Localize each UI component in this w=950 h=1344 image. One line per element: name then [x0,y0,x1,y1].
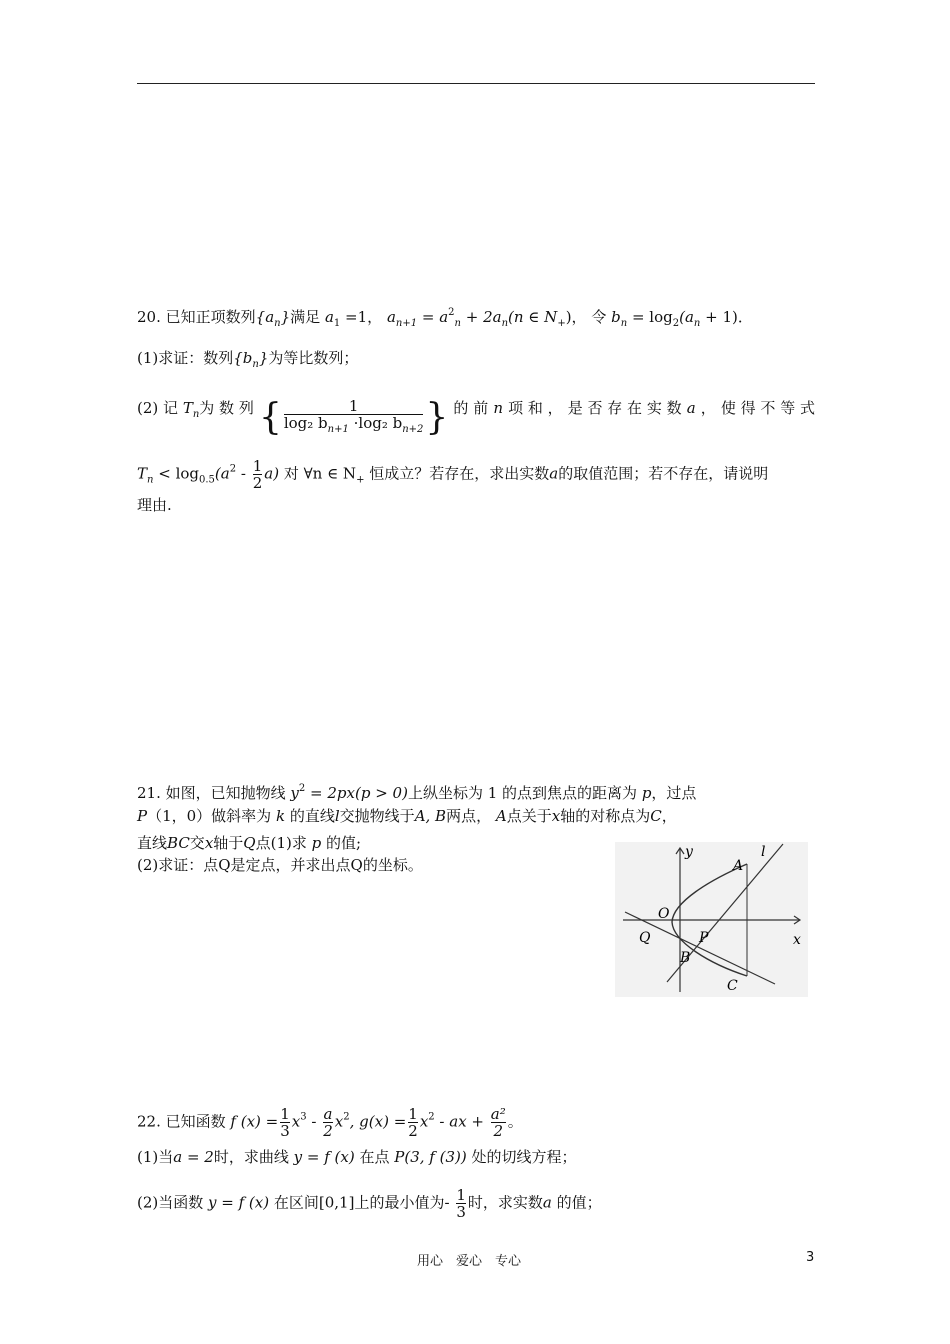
sequence-fraction: { $\frac{1}{\log_2 b_{n+1} \cdot\log_2 b_{n+2}}$ } [258,397,449,438]
q20-part2-line1: (2) 记 $T_n$为 数 列 { $\frac{1}{\log_2 b_{n+1} \cdot\log_2 b_{n+2}}$ } 的 前 n 项 和 ， 是 否 存 在 实 数 a ， 使 得 不 等 式 [137,397,815,438]
q21-line3: 直线BC交x轴于Q点(1)求 p 的值; [137,834,362,852]
parabola-diagram [615,842,808,997]
label-q: Q [639,930,651,946]
label-b: B [680,950,691,966]
q20-part2-line2: $T_n < \log_{0.5}(a^2$ - $\frac{1}{2}$ a) 对 ∀n ∈ $N_+$ 恒成立？若存在，求出实数a的取值范围；若不存在，请说明 [137,457,769,492]
header-rule [137,83,815,84]
label-a: A [733,858,744,874]
label-y: y [685,844,693,860]
label-c: C [727,978,738,994]
q20-part1: (1)求证：数列$\{b_n\}$为等比数列； [137,349,359,370]
line-bc [625,912,775,984]
q20-part2-line3: 理由. [137,496,172,514]
label-o: O [658,906,670,922]
q22-part1: (1)当a = 2时，求曲线 y = f (x) 在点 P(3, f (3)) 处的切线方程； [137,1148,577,1166]
label-p: P [699,930,709,946]
q20-number: 20. [137,308,161,326]
q21-line2: P（1，0）做斜率为 k 的直线l交抛物线于A, B两点， A点关于x轴的对称点为C， [137,807,677,825]
q21-line4: (2)求证：点Q是定点，并求出点Q的坐标。 [137,856,423,874]
page-number: 3 [806,1250,815,1265]
label-l: l [761,844,766,860]
q21-line1: 21. 如图，已知抛物线 $y^2 = 2px(p > 0)$上纵坐标为 1 的点到焦点的距离为 p，过点 [137,783,697,802]
q22-part2: (2)当函数 y = f (x) 在区间[0,1]上的最小值为- $\frac{1}{3}$ 时，求实数a 的值； [137,1186,602,1221]
parabola-figure [615,842,808,997]
q22-line1: 22. 已知函数 f (x) = $\frac{1}{3}$ $x^3$ - $\frac{a}{2}$ $x^2$, g(x) = $\frac{1}{2}$ $x^2$ - ax + $\frac{\text{a²}}{2}$ 。 [137,1105,523,1140]
footer-text: 用心 爱心 专心 [417,1254,522,1269]
q20-line1: 20. 已知正项数列$\{a_n\}$满足 $a_1 =1$， $a_{n+1} = a^2_n + 2a_n(n$ ∈ $N_+$)， 令 $b_n = \log_2(a_n + 1)$． [137,307,753,329]
label-x: x [793,932,801,948]
